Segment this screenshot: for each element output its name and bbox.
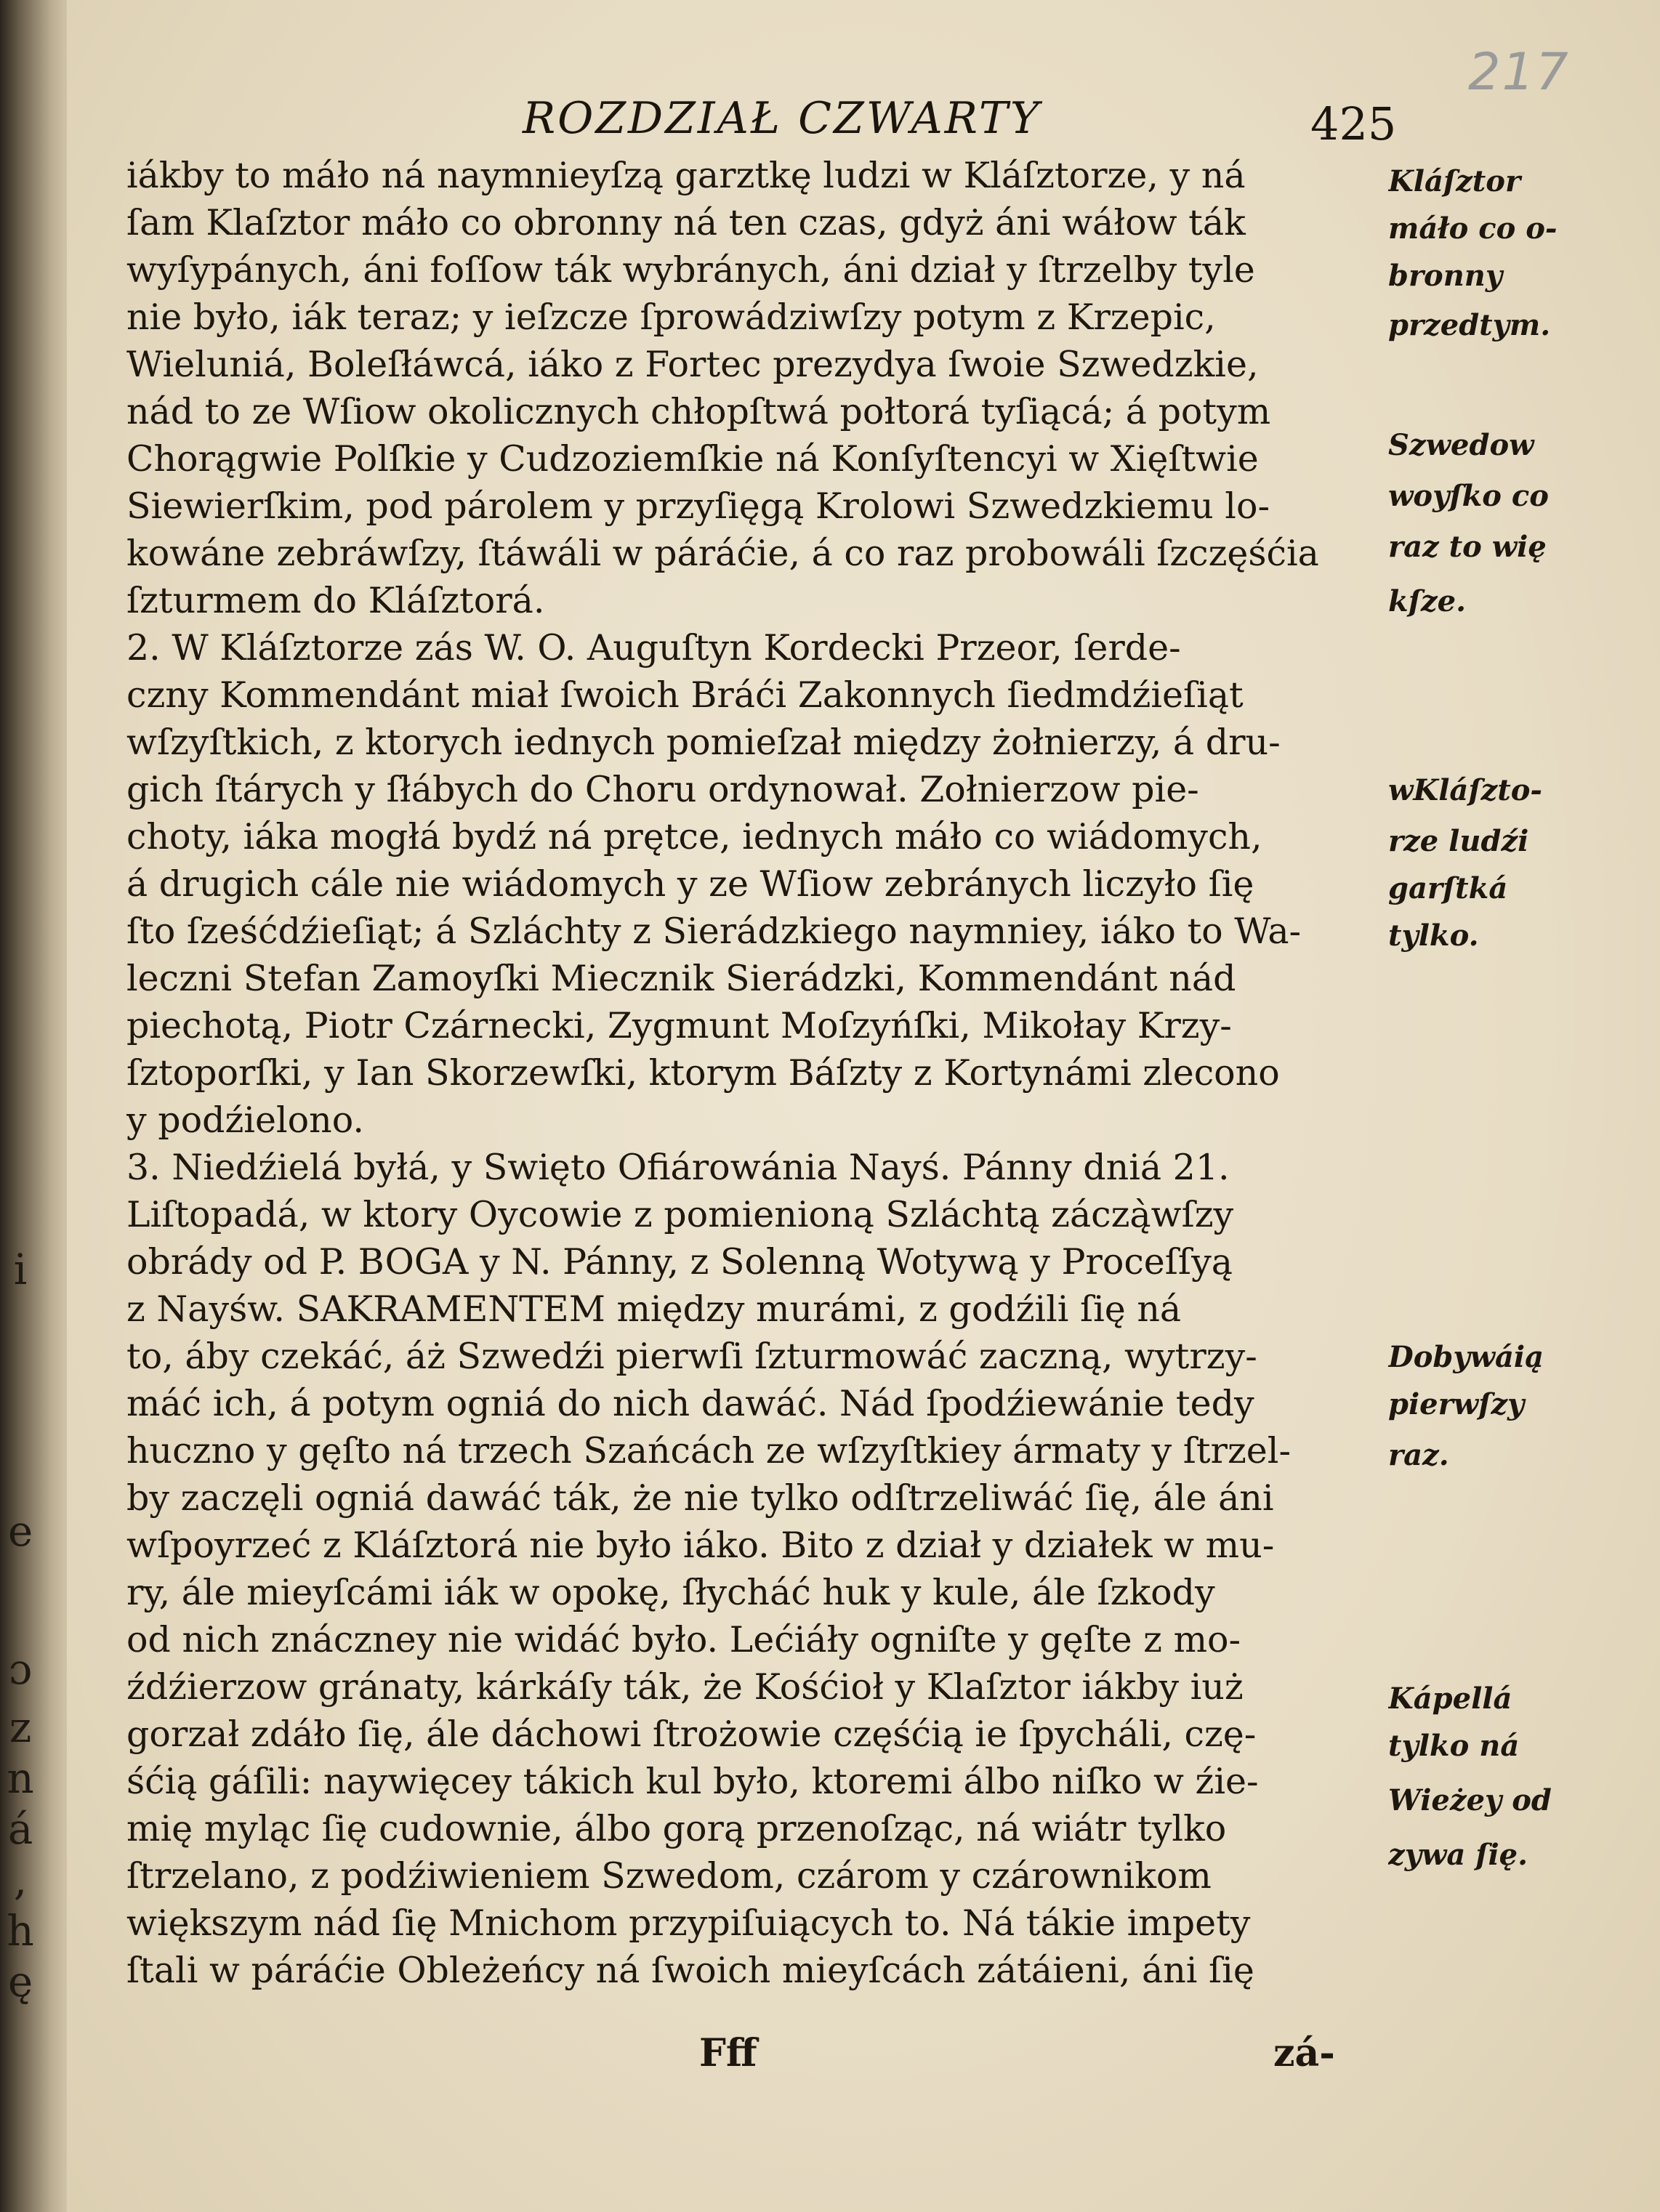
text-line: Chorągwie Polſkie y Cudzoziemſkie ná Konſyſtencyi w Xięſtwie — [126, 438, 1259, 480]
text-line: śćią gáſili: naywięcey tákich kul było, ktoremi álbo niſko w źie- — [126, 1761, 1259, 1802]
text-line: ſzturmem do Kláſztorá. — [126, 580, 545, 621]
text-line: od nich znáczney nie widáć było. Lećiáły ogniſte y gęſte z mo- — [126, 1619, 1241, 1660]
text-line: gich ſtárych y ſłábych do Choru ordynował. Zołnierzow pie- — [126, 769, 1199, 810]
running-head: ROZDZIAŁ CZWARTY — [523, 93, 1041, 144]
text-line: nie było, iák teraz; y ieſzcze ſprowádziwſzy potym z Krzepic, — [126, 296, 1216, 338]
pencil-folio-number: 217 — [1468, 42, 1570, 102]
signature-mark: Fff — [699, 2031, 757, 2075]
margin-note: rze ludźi — [1388, 824, 1529, 858]
margin-note: pierwſzy — [1388, 1387, 1525, 1421]
gutter-letter: ę — [7, 1957, 33, 2006]
text-line: piechotą, Piotr Czárnecki, Zygmunt Moſzyńſki, Mikołay Krzy- — [126, 1005, 1232, 1046]
text-line: iákby to máło ná naymnieyſzą garztkę ludzi w Kláſztorze, y ná — [126, 155, 1246, 196]
gutter-letter: n — [7, 1753, 34, 1803]
gutter-letter: á — [7, 1804, 33, 1854]
margin-note: garſtká — [1388, 871, 1508, 905]
gutter-letter: h — [7, 1906, 34, 1955]
text-line: obrády od P. BOGA y N. Pánny, z Solenną Wotywą y Proceſſyą — [126, 1241, 1233, 1283]
text-line: większym nád ſię Mnichom przypiſuiących to. Ná tákie impety — [126, 1902, 1251, 1944]
gutter-letter: ɔ — [8, 1644, 33, 1694]
gutter-letter: z — [9, 1703, 32, 1752]
margin-note: tylko. — [1388, 919, 1479, 953]
text-line: Wieluniá, Boleſłáwcá, iáko z Fortec prezydya ſwoie Szwedzkie, — [126, 344, 1259, 385]
margin-note: Kápellá — [1388, 1682, 1512, 1716]
text-line: ſztoporſki, y Ian Skorzewſki, ktorym Báſzty z Kortynámi zlecono — [126, 1052, 1280, 1094]
text-line: Liſtopadá, w ktory Oycowie z pomienioną Szláchtą záczą̀wſzy — [126, 1194, 1234, 1235]
text-line: z Nayśw. SAKRAMENTEM między murámi, z godźili ſię ná — [126, 1288, 1182, 1330]
gutter-letter: e — [7, 1506, 33, 1556]
catchword: zá- — [1273, 2031, 1335, 2075]
margin-note: przedtym. — [1388, 308, 1551, 342]
text-line: Siewierſkim, pod párolem y przyſięgą Krolowi Szwedzkiemu lo- — [126, 485, 1270, 527]
gutter-letter: i — [13, 1245, 28, 1294]
text-line: mię myląc ſię cudownie, álbo gorą przenoſząc, ná wiátr tylko — [126, 1808, 1227, 1849]
text-line: y podźielono. — [126, 1099, 364, 1141]
text-line: gorzał zdáło ſię, ále dáchowi ſtrożowie częśćią ie ſpycháli, czę- — [126, 1714, 1257, 1755]
margin-note: tylko ná — [1388, 1729, 1520, 1763]
text-line: leczni Stefan Zamoyſki Miecznik Sierádzki, Kommendánt nád — [126, 958, 1236, 999]
text-line: ſto ſześćdźieſiąt; á Szláchty z Sierádzkiego naymniey, iáko to Wa- — [126, 911, 1302, 952]
margin-note: máło co o- — [1388, 211, 1558, 246]
text-line: kowáne zebráwſzy, ſtáwáli w páráćie, á co raz probowáli ſzczęśćia — [126, 533, 1319, 574]
text-line: nád to ze Wſiow okolicznych chłopſtwá połtorá tyſiącá; á potym — [126, 391, 1271, 432]
text-line: wſzyſtkich, z ktorych iednych pomieſzał między żołnierzy, á dru- — [126, 722, 1281, 763]
margin-note: woyſko co — [1388, 479, 1549, 513]
text-line: ſtali w páráćie Obleżeńcy ná ſwoich mieyſcách zátáieni, áni ſię — [126, 1950, 1254, 1991]
book-page — [67, 0, 1660, 2212]
margin-note: kſze. — [1388, 584, 1467, 618]
text-line: á drugich cále nie wiádomych y ze Wſiow zebránych liczyło ſię — [126, 863, 1254, 905]
text-line: wyſypánych, áni foſſow ták wybránych, áni dział y ſtrzelby tyle — [126, 249, 1255, 291]
page-number: 425 — [1310, 97, 1397, 150]
text-line: 3. Niedźielá byłá, y Swięto Ofiárowánia Nayś. Pánny dniá 21. — [126, 1147, 1230, 1188]
text-line: to, áby czekáć, áż Szwedźi pierwſi ſzturmowáć zaczną, wytrzy- — [126, 1336, 1257, 1377]
margin-note: Wieżey od — [1388, 1783, 1552, 1817]
text-line: czny Kommendánt miał ſwoich Bráći Zakonnych ſiedmdźieſiąt — [126, 674, 1244, 716]
margin-note: raz to wię — [1388, 530, 1547, 564]
text-line: źdźierzow gránaty, kárkáſy ták, że Kośćioł y Klaſztor iákby iuż — [126, 1666, 1244, 1708]
text-line: ſam Klaſztor máło co obronny ná ten czas, gdyż áni wáłow ták — [126, 202, 1246, 243]
margin-note: Kláſztor — [1388, 164, 1521, 198]
margin-note: Szwedow — [1388, 428, 1534, 462]
text-line: choty, iáka mogłá bydź ná prętce, iednych máło co wiádomych, — [126, 816, 1262, 857]
text-line: ry, ále mieyſcámi iák w opokę, ſłycháć huk y kule, ále ſzkody — [126, 1572, 1215, 1613]
margin-note: zywa ſię. — [1388, 1838, 1528, 1872]
text-line: ſtrzelano, z podźiwieniem Szwedom, czárom y czárownikom — [126, 1855, 1212, 1897]
text-line: huczno y gęſto ná trzech Szańcách ze wſzyſtkiey ármaty y ſtrzel- — [126, 1430, 1291, 1472]
text-line: 2. W Kláſztorze zás W. O. Auguſtyn Kordecki Przeor, ſerde- — [126, 627, 1181, 669]
margin-note: wKláſzto- — [1388, 773, 1542, 807]
margin-note: bronny — [1388, 259, 1503, 293]
text-line: wſpoyrzeć z Kláſztorá nie było iáko. Bito z dział y działek w mu- — [126, 1525, 1275, 1566]
text-line: by zaczęli ogniá dawáć ták, że nie tylko odſtrzeliwáć ſię, ále áni — [126, 1477, 1274, 1519]
previous-page-edge — [0, 0, 67, 2212]
text-line: máć ich, á potym ogniá do nich dawáć. Nád ſpodźiewánie tedy — [126, 1383, 1254, 1424]
gutter-letter: , — [13, 1855, 28, 1905]
margin-note: raz. — [1388, 1438, 1449, 1472]
margin-note: Dobywáią — [1388, 1340, 1544, 1374]
